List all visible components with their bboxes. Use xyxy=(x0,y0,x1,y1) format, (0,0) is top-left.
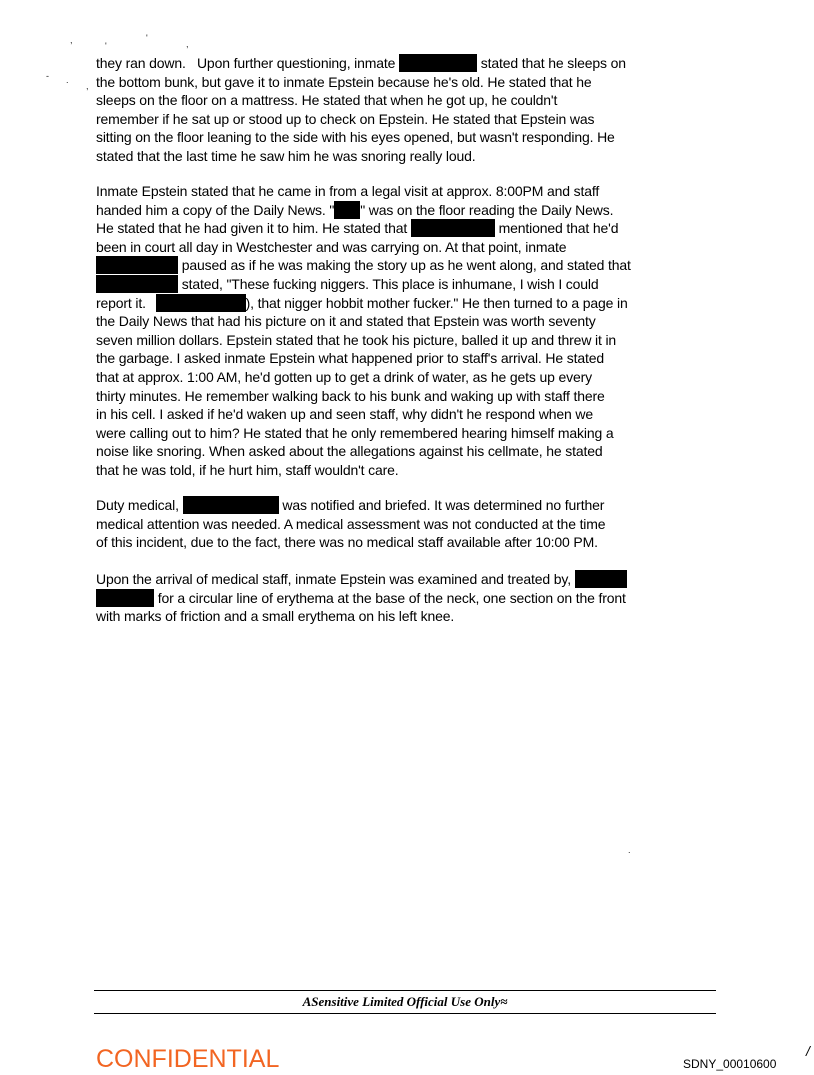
paragraph-epstein-statement xyxy=(96,182,718,480)
text-run: for a circular line of erythema at the base of the neck, one section on the front xyxy=(157,589,626,606)
text-line: in his cell. I asked if he'd waken up and seen staff, why didn't he respond when we xyxy=(96,406,593,423)
scan-speck: , xyxy=(186,39,189,49)
text-run: they ran down. xyxy=(96,55,186,71)
text-run xyxy=(189,55,196,71)
text-line: of this incident, due to the fact, there was no medical staff available after 10:00 PM. xyxy=(96,534,598,551)
text-line: that at approx. 1:00 AM, he'd gotten up to get a drink of water, as he gets up every xyxy=(96,368,592,385)
scan-speck: ' xyxy=(105,41,107,51)
text-line: with marks of friction and a small erythema on his left knee. xyxy=(96,608,455,625)
text-run: Upon further questioning, inmate xyxy=(196,55,396,71)
text-line: that he was told, if he hurt him, staff wouldn't care. xyxy=(96,461,399,478)
text-run: He stated that he had given it to him. He stated that xyxy=(96,220,408,237)
redaction-box xyxy=(575,570,627,588)
paragraph-medical-exam xyxy=(96,570,718,626)
text-line: sleeps on the floor on a mattress. He stated that when he got up, he couldn't xyxy=(96,92,558,109)
scan-speck: . xyxy=(628,845,631,855)
text-line xyxy=(96,570,718,589)
text-run: ), that nigger hobbit mother fucker." He then turned to a page in xyxy=(245,294,628,311)
redaction-box xyxy=(96,256,178,274)
scan-speck: , xyxy=(86,81,89,91)
redaction-box xyxy=(156,294,246,312)
footer-divider-bottom xyxy=(94,1013,716,1014)
scan-mark: / xyxy=(806,1043,810,1059)
text-run: mentioned that he'd xyxy=(498,220,619,237)
text-line: been in court all day in Westchester and was carrying on. At that point, inmate xyxy=(96,238,567,255)
text-run: handed him a copy of the Daily News. " xyxy=(96,201,335,218)
text-line xyxy=(96,201,718,220)
text-line: medical attention was needed. A medical assessment was not conducted at the time xyxy=(96,515,606,532)
text-line: noise like snoring. When asked about the allegations against his cellmate, he stated xyxy=(96,443,603,460)
text-line xyxy=(96,219,718,238)
text-line xyxy=(96,275,718,294)
text-line xyxy=(96,589,718,608)
classification-label: ASensitive Limited Official Use Only≈ xyxy=(302,994,508,1009)
text-line: were calling out to him? He stated that he only remembered hearing himself making a xyxy=(96,424,614,441)
confidential-stamp: CONFIDENTIAL xyxy=(96,1045,280,1073)
scan-speck: - xyxy=(46,71,49,81)
scan-speck: , xyxy=(70,35,73,45)
paragraph-duty-medical xyxy=(96,496,718,552)
redaction-box xyxy=(183,496,279,514)
text-line: the Daily News that had his picture on it and stated that Epstein was worth seventy xyxy=(96,313,596,330)
text-run: stated, "These fucking niggers. This place is inhumane, I wish I could xyxy=(181,275,599,292)
text-run: Upon the arrival of medical staff, inmate Epstein was examined and treated by, xyxy=(96,571,571,587)
text-line: stated that the last time he saw him he was snoring really loud. xyxy=(96,147,476,164)
scan-speck: . xyxy=(66,75,69,85)
text-run: Duty medical, xyxy=(96,497,179,513)
text-line xyxy=(96,294,718,313)
text-run: report it. xyxy=(96,294,146,311)
text-line: thirty minutes. He remember walking back to his bunk and waking up with staff there xyxy=(96,387,605,404)
text-run: was notified and briefed. It was determined no further xyxy=(282,497,605,513)
paragraph-cell-check xyxy=(96,54,718,166)
redaction-box xyxy=(399,54,477,72)
text-line xyxy=(96,54,718,73)
text-line xyxy=(96,256,718,275)
text-line: sitting on the floor leaning to the side with his eyes opened, but wasn't responding. He xyxy=(96,129,615,146)
redaction-box xyxy=(96,589,154,607)
redaction-box xyxy=(96,275,178,293)
text-line xyxy=(96,496,718,515)
text-line: Inmate Epstein stated that he came in from a legal visit at approx. 8:00PM and staff xyxy=(96,183,600,199)
text-run: paused as if he was making the story up as he went along, and stated that xyxy=(181,257,631,274)
text-line: the garbage. I asked inmate Epstein what happened prior to staff's arrival. He stated xyxy=(96,350,604,367)
bates-number: SDNY_00010600 xyxy=(683,1057,777,1071)
text-line: the bottom bunk, but gave it to inmate Epstein because he's old. He stated that he xyxy=(96,73,592,90)
redaction-box xyxy=(334,201,360,219)
footer-divider-top xyxy=(94,990,716,991)
text-line: seven million dollars. Epstein stated that he took his picture, balled it up and threw it in xyxy=(96,331,617,348)
text-run: " was on the floor reading the Daily News. xyxy=(360,201,614,218)
redaction-box xyxy=(411,219,495,237)
scan-speck: ' xyxy=(146,33,148,43)
text-line: remember if he sat up or stood up to check on Epstein. He stated that Epstein was xyxy=(96,110,595,127)
text-run: stated that he sleeps on xyxy=(480,55,626,71)
